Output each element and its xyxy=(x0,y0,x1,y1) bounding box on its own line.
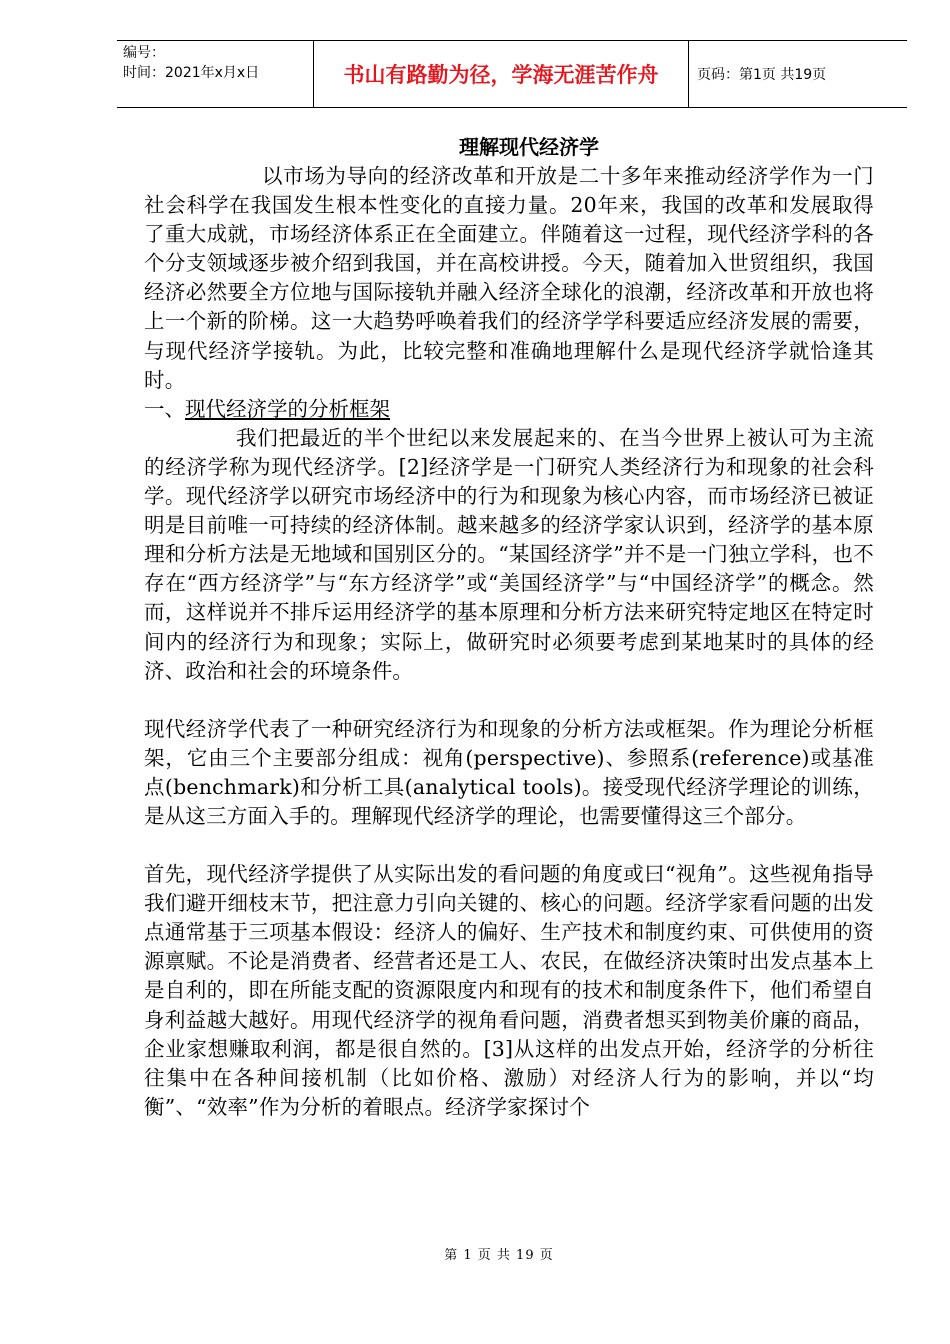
header-table xyxy=(117,40,907,108)
section-number: 一、 xyxy=(144,396,185,421)
document-number-label: 编号： xyxy=(123,45,165,61)
paragraph-2: 我们把最近的半个世纪以来发展起来的、在当今世界上被认可为主流的经济学称为现代经济学。[2]经济学是一门研究人类经济行为和现象的社会科学。现代经济学以研究市场经济中的行为和现象为核心内容，而市场经济已被证明是目前唯一可持续的经济体制。越来越多的经济学家认识到，经济学的基本原理和分析方法是无地域和国别区分的。“某国经济学”并不是一门独立学科，也不存在“西方经济学”与“东方经济学”或“美国经济学”与“中国经济学”的概念。然而，这样说并不排斥运用经济学的基本原理和分析方法来研究特定地区在特定时间内的经济行为和现象；实际上，做研究时必须要考虑到某地某时的具体的经济、政治和社会的环境条件。 xyxy=(144,425,874,683)
page-footer: 第 1 页 共 19 页 xyxy=(444,1248,554,1263)
paragraph-gap xyxy=(144,831,874,860)
header-motto: 书山有路勤为径，学海无涯苦作舟 xyxy=(314,41,689,107)
paragraph-gap xyxy=(144,686,874,715)
paragraph-intro: 以市场为导向的经济改革和开放是二十多年来推动经济学作为一门社会科学在我国发生根本性变化的直接力量。20年来，我国的改革和发展取得了重大成就，市场经济体系正在全面建立。伴随着这一过程，现代经济学科的各个分支领域逐步被介绍到我国，并在高校讲授。今天，随着加入世贸组织，我国经济必然要全方位地与国际接轨并融入经济全球化的浪潮，经济改革和开放也将上一个新的阶梯。这一大趋势呼唤着我们的经济学学科要适应经济发展的需要，与现代经济学接轨。为此，比较完整和准确地理解什么是现代经济学就恰逢其时。 xyxy=(144,164,874,392)
document-title: 理解现代经济学 xyxy=(459,135,599,159)
document-body xyxy=(144,132,874,1122)
header-page-info: 页码：第1页 共19页 xyxy=(697,67,827,83)
paragraph-4: 首先，现代经济学提供了从实际出发的看问题的角度或曰“视角”。这些视角指导我们避开细枝末节，把注意力引向关键的、核心的问题。经济学家看问题的出发点通常基于三项基本假设：经济人的偏好、生产技术和制度约束、可供使用的资源禀赋。不论是消费者、经营者还是工人、农民，在做经济决策时出发点基本上是自利的，即在所能支配的资源限度内和现有的技术和制度条件下，他们希望自身利益越大越好。用现代经济学的视角看问题，消费者想买到物美价廉的商品，企业家想赚取利润，都是很自然的。[3]从这样的出发点开始，经济学的分析往往集中在各种间接机制（比如价格、激励）对经济人行为的影响，并以“均衡”、“效率”作为分析的着眼点。经济学家探讨个 xyxy=(144,862,874,1119)
header-meta-cell xyxy=(117,41,314,107)
section-heading-1 xyxy=(144,395,874,424)
document-time-label: 时间：2021年x月x日 xyxy=(123,65,260,81)
section-title: 现代经济学的分析框架 xyxy=(185,396,390,421)
paragraph-3: 现代经济学代表了一种研究经济行为和现象的分析方法或框架。作为理论分析框架，它由三个主要部分组成：视角(perspective)、参照系(reference)或基准点(benchmark)和分析工具(analytical tools)。接受现代经济学理论的训练，是从这三方面入手的。理解现代经济学的理论，也需要懂得这三个部分。 xyxy=(144,716,874,828)
